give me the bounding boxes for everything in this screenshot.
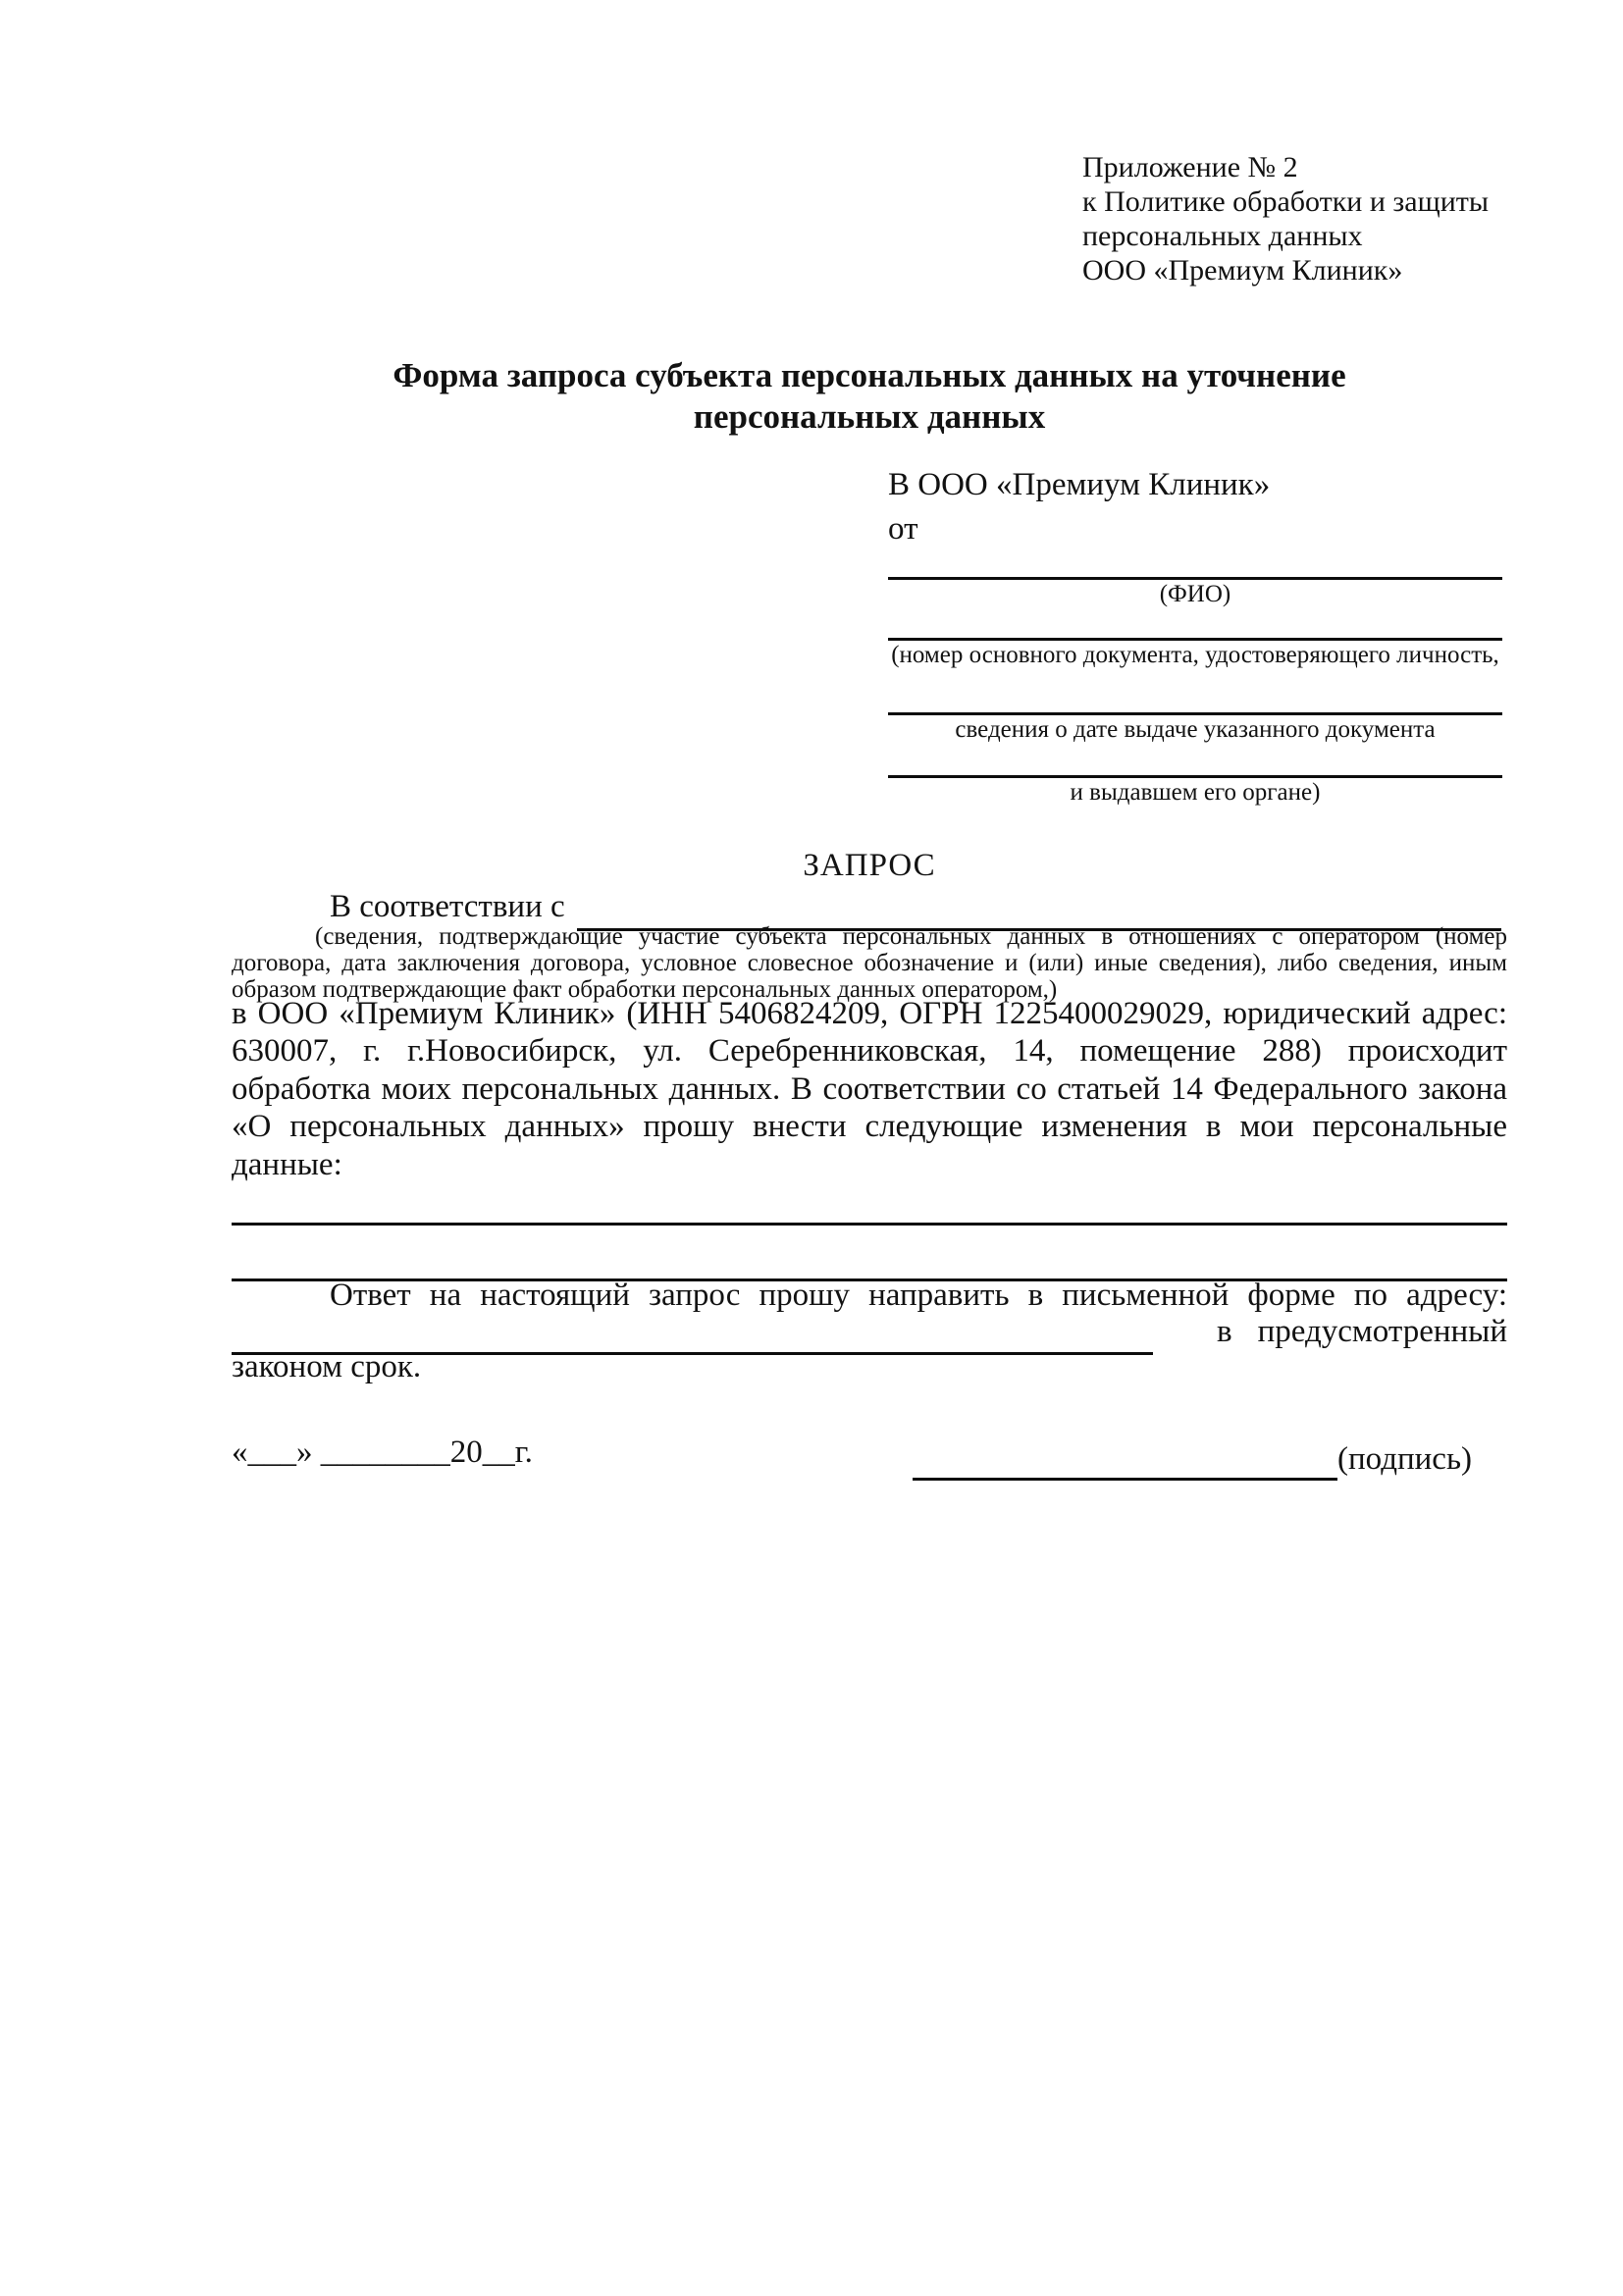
issuing-authority-blank-line — [888, 775, 1502, 778]
date-line: «___» ________20__г. — [232, 1435, 533, 1470]
issuing-authority-caption: и выдавшем его органе) — [1070, 779, 1321, 806]
issue-date-blank-line — [888, 712, 1502, 715]
appendix-line-1: Приложение № 2 — [1082, 151, 1298, 183]
issue-date-caption: сведения о дате выдаче указанного документа — [955, 716, 1436, 743]
document-number-caption: (номер основного документа, удостоверяющего личность, — [891, 642, 1499, 668]
fio-caption: (ФИО) — [1159, 581, 1231, 607]
document-title: Форма запроса субъекта персональных данных на уточнение персональных данных — [393, 356, 1346, 436]
addressee-block — [888, 463, 1502, 806]
appendix-line-3: персональных данных — [1082, 220, 1363, 252]
addressee-from-label: от — [888, 511, 918, 547]
appendix-block — [1082, 150, 1489, 287]
fio-blank-line — [888, 577, 1502, 580]
changes-blank-line-1 — [232, 1223, 1507, 1226]
document-number-blank-line — [888, 638, 1502, 641]
signature-blank-line — [913, 1478, 1337, 1481]
request-body: в ООО «Премиум Клиник» (ИНН 5406824209, ОГРН 1225400029029, юридический адрес: 630007, г. г.Новосибирск, ул. Серебренниковская, 14, помещение 288) происходит обработка моих персональных данных. В соответствии со статьей 14 Федерального закона «О персональных данных» прошу внести следующие изменения в мои персональные данные: — [232, 996, 1507, 1182]
answer-line-1: Ответ на настоящий запрос прошу направить в письменной форме по адресу: — [330, 1278, 1507, 1313]
appendix-line-4: ООО «Премиум Клиник» — [1082, 254, 1403, 287]
answer-line-3: законом срок. — [232, 1349, 422, 1384]
intro-note: (сведения, подтверждающие участие субъекта персональных данных в отношениях с оператором (номер договора, дата заключения договора, условное словесное обозначение и (или) иные сведения), либо сведения, иным образом подтверждающие факт обработки персональных данных оператором,) — [232, 923, 1507, 1003]
intro-prefix: В соответствии с — [330, 889, 565, 924]
answer-line-2-tail: в предусмотренный — [1217, 1314, 1507, 1349]
appendix-line-2: к Политике обработки и защиты — [1082, 185, 1490, 218]
addressee-to: В ООО «Премиум Клиник» — [888, 467, 1271, 502]
signature-caption: (подпись) — [1337, 1441, 1472, 1477]
request-heading: ЗАПРОС — [803, 848, 936, 883]
